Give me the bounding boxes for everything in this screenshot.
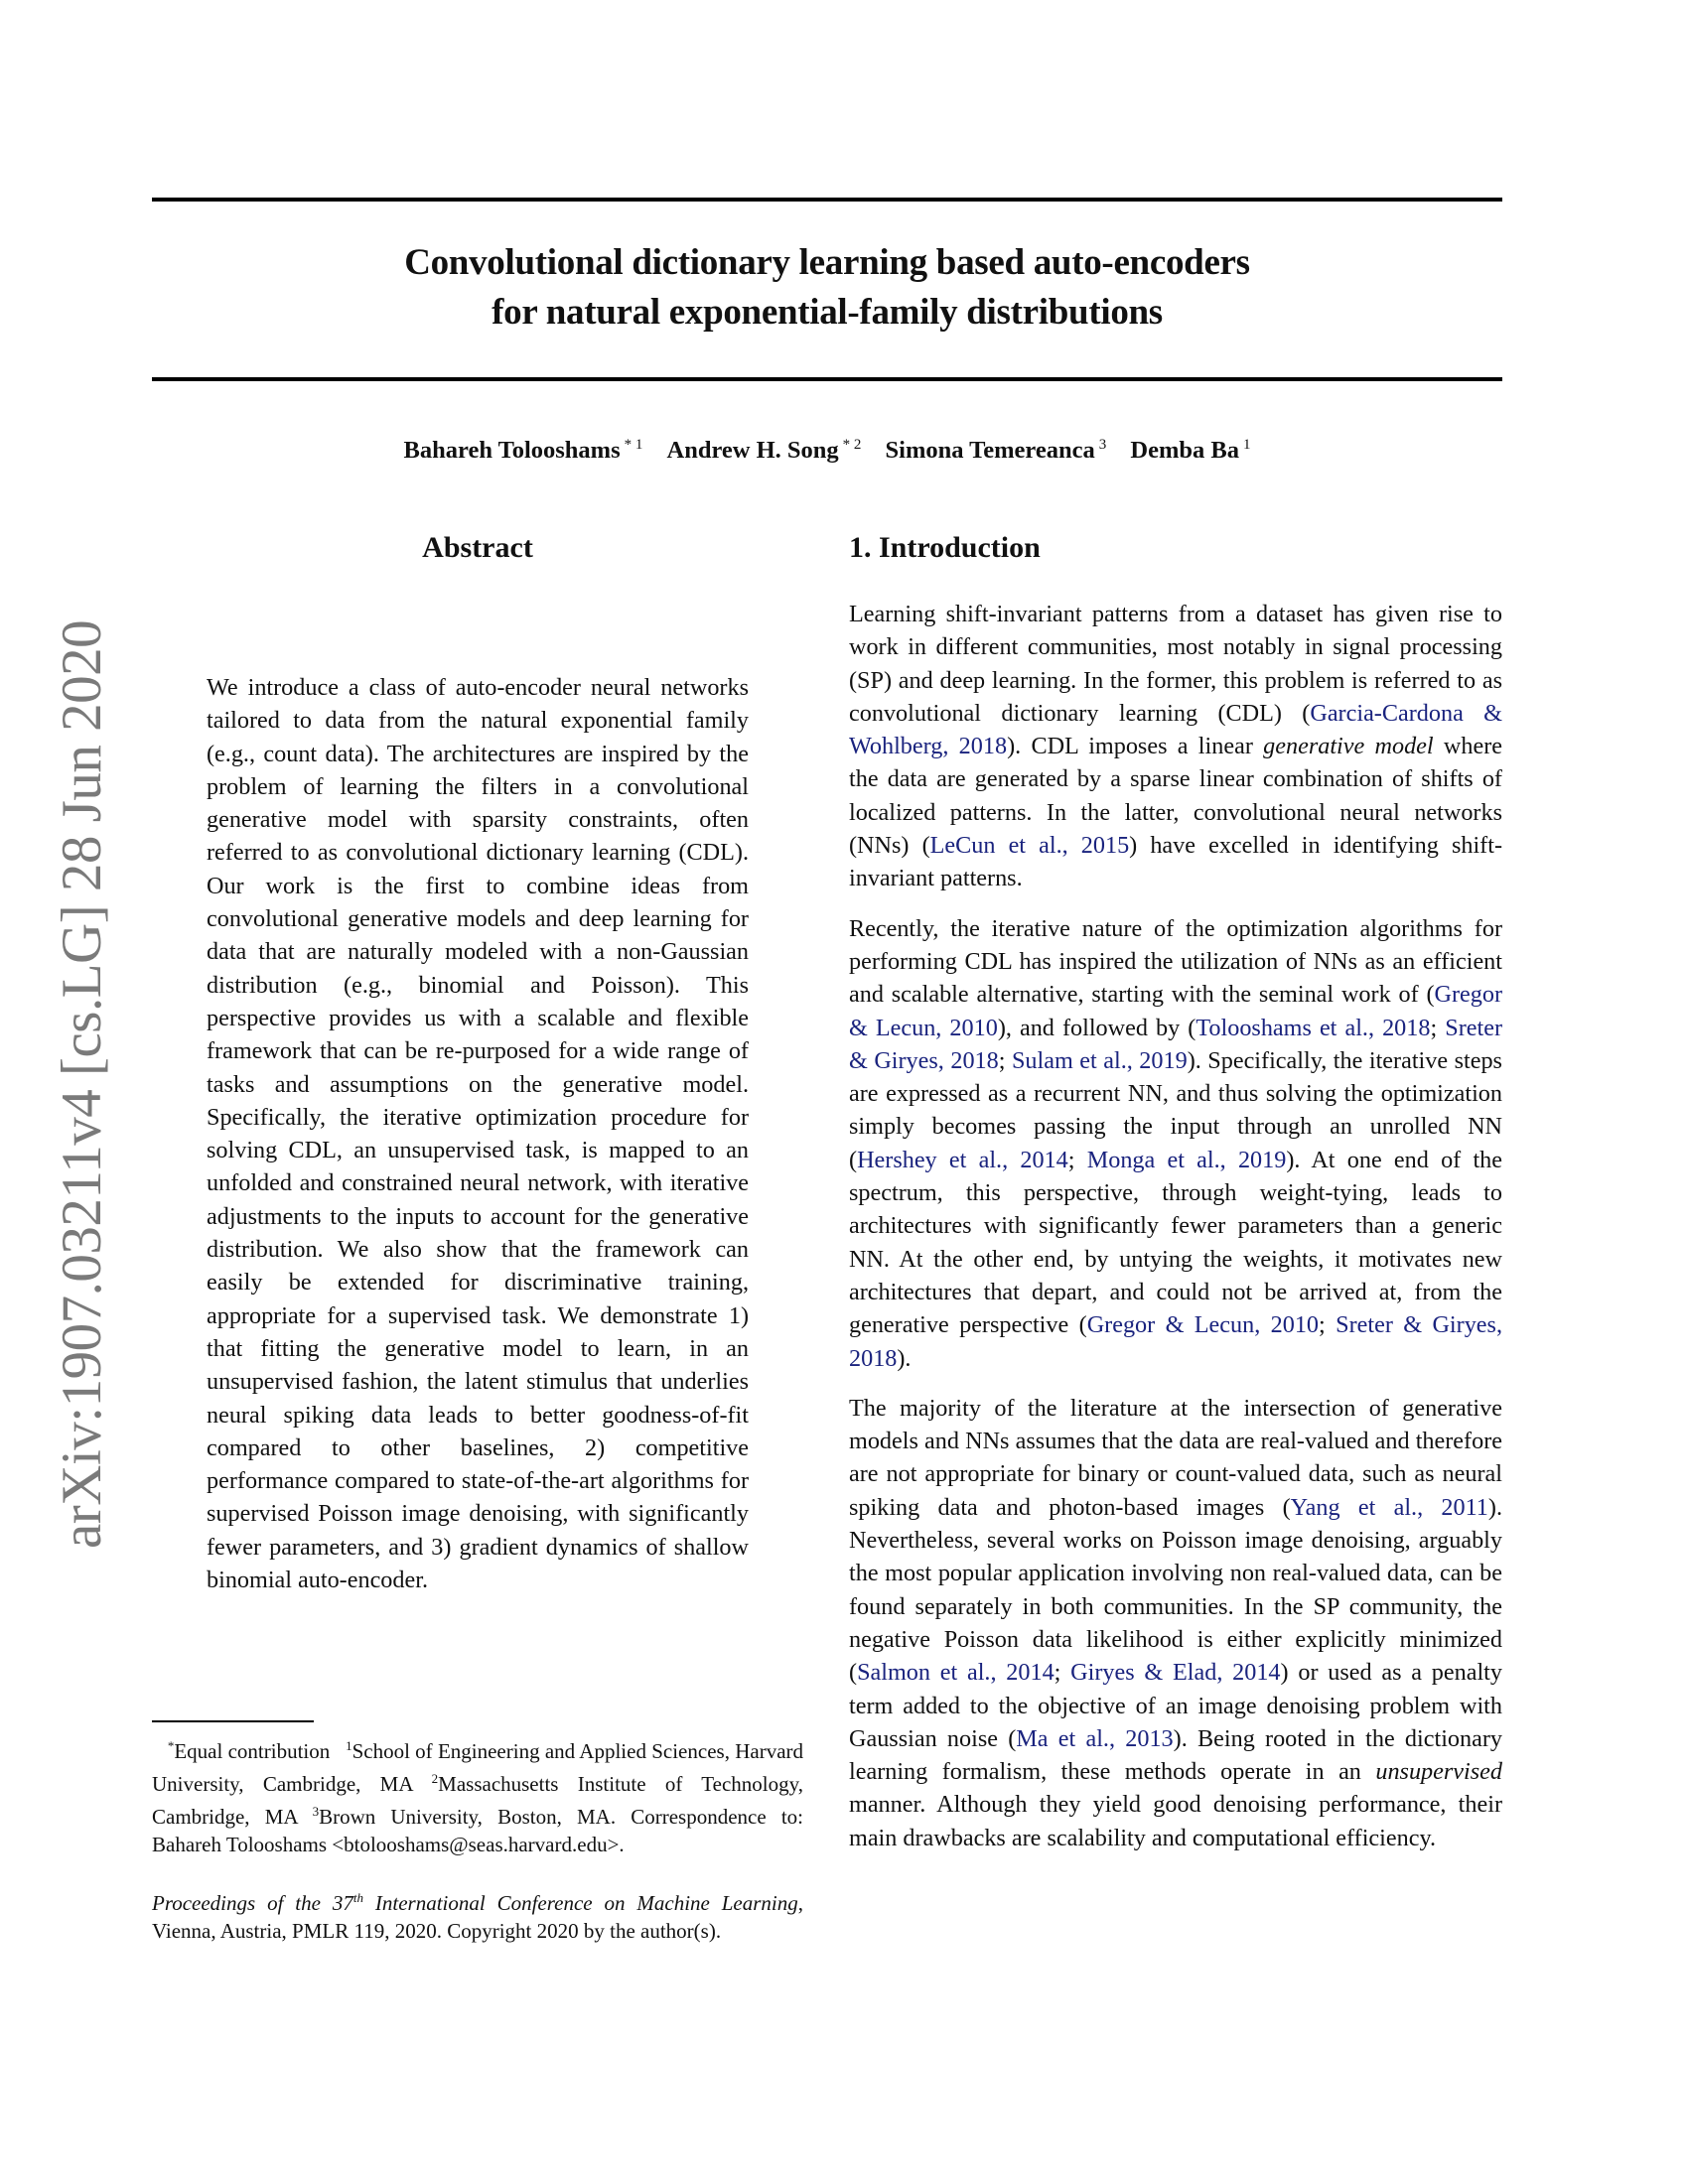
author — [667, 437, 862, 464]
text: ) have excelled in identifying shift-invariant patterns. — [849, 832, 1503, 892]
correspondence-email: Correspondence to: Bahareh Tolooshams <btolooshams@seas.harvard.edu>. — [152, 1804, 804, 1856]
footnote-mark: 3 — [312, 1803, 320, 1819]
footnote-mark: 1 — [346, 1737, 352, 1753]
affiliation-2: Massachusetts Institute of Technology, Cambridge, MA — [152, 1771, 803, 1829]
text: Learning shift-invariant patterns from a dataset has given rise to work in different communities, most notably in signal processing (SP) and deep learning. In the former, this problem is referred to as convolutional dictionary learning (CDL) ( — [849, 601, 1502, 727]
title-bottom-rule — [152, 377, 1502, 381]
right-column — [849, 526, 1502, 1854]
citation-link[interactable]: Sreter & Giryes, 2018 — [849, 1014, 1503, 1074]
text: ). CDL imposes a linear — [1007, 733, 1264, 760]
text: ; — [1430, 1014, 1446, 1041]
text: ; — [1067, 1146, 1087, 1173]
text: Recently, the iterative nature of the optimization algorithms for performing CDL has inspired the utilization of NNs as an efficient and scalable alternative, starting with the seminal work of ( — [849, 914, 1502, 1009]
paper-title — [152, 238, 1502, 338]
text: The majority of the literature at the intersection of generative models and NNs assumes that the data are real-valued and therefore are not appropriate for binary or count-valued data, such as neural spiking data and photon-based images ( — [849, 1394, 1502, 1521]
affiliation-3: Brown University, Boston, MA. — [319, 1804, 617, 1829]
author — [886, 437, 1107, 464]
text: where the data are generated by a sparse linear combination of shifts of localized patterns. In the latter, convolutional neural networks (NNs) ( — [849, 733, 1503, 860]
author-affiliation-marks: * 2 — [842, 437, 862, 453]
intro-paragraph-3 — [849, 1392, 1502, 1854]
title-line-2: for natural exponential-family distributions — [492, 292, 1163, 333]
citation-link[interactable]: Sreter & Giryes, 2018 — [849, 1311, 1502, 1372]
author-affiliation-marks: * 1 — [624, 437, 643, 453]
author — [1130, 437, 1250, 464]
emphasis: unsupervised — [1375, 1758, 1502, 1786]
citation-link[interactable]: Hershey et al., 2014 — [857, 1146, 1068, 1173]
citation-link[interactable]: Monga et al., 2019 — [1086, 1146, 1287, 1173]
intro-paragraph-2 — [849, 912, 1502, 1375]
footnote-mark: 2 — [431, 1770, 439, 1786]
equal-contribution-note: Equal contribution — [174, 1738, 331, 1763]
citation-link[interactable]: Gregor & Lecun, 2010 — [849, 981, 1502, 1041]
citation-link[interactable]: LeCun et al., 2015 — [929, 832, 1130, 860]
affiliation-1: School of Engineering and Applied Sciences, Harvard University, Cambridge, MA — [152, 1738, 804, 1796]
author-affiliation-marks: 1 — [1242, 437, 1251, 453]
author-name: Simona Temereanca — [885, 437, 1095, 465]
text: ). At one end of the spectrum, this perspective, through weight-tying, leads to architectures with significantly fewer parameters than a generic NN. At the other end, by untying the weights, it motivates new architectures that depart, and could not be arrived at, from the generative perspective ( — [849, 1146, 1502, 1339]
text: ; — [1319, 1311, 1336, 1339]
affiliations-footnote — [152, 1732, 803, 1858]
citation-link[interactable]: Salmon et al., 2014 — [857, 1659, 1055, 1687]
author-name: Demba Ba — [1130, 437, 1239, 465]
abstract-body: We introduce a class of auto-encoder neural networks tailored to data from the natural exponential family (e.g., count data). The architectures are inspired by the problem of learning the filters in a convolutional generative model with sparsity constraints, often referred to as convolutional dictionary learning (CDL). Our work is the first to combine ideas from convolutional generative models and deep learning for data that are naturally modeled with a non-Gaussian distribution (e.g., binomial and Poisson). This perspective provides us with a scalable and flexible framework that can be re-purposed for a wide range of tasks and assumptions on the generative model. Specifically, the iterative optimization procedure for solving CDL, an unsupervised task, is mapped to an unfolded and constrained neural network, with iterative adjustments to the inputs to account for the generative distribution. We also show that the framework can easily be extended for discriminative training, appropriate for a supervised task. We demonstrate 1) that fitting the generative model to learn, in an unsupervised fashion, the latent stimulus that underlies neural spiking data leads to better goodness-of-fit compared to other baselines, 2) competitive performance compared to state-of-the-art algorithms for supervised Poisson image denoising, with significantly fewer parameters, and 3) gradient dynamics of shallow binomial auto-encoder. — [207, 674, 749, 1594]
citation-link[interactable]: Gregor & Lecun, 2010 — [1086, 1311, 1320, 1339]
title-line-1: Convolutional dictionary learning based auto-encoders — [404, 242, 1250, 283]
text: ). Being rooted in the dictionary learning formalism, these methods operate in an — [849, 1724, 1502, 1786]
text: ; — [1054, 1659, 1071, 1687]
text: ) or used as a penalty term added to the objective of an image denoising problem with Gaussian noise ( — [849, 1659, 1502, 1752]
author-name: Andrew H. Song — [666, 437, 839, 465]
author — [404, 437, 643, 464]
citation-link[interactable]: Tolooshams et al., 2018 — [1196, 1014, 1431, 1041]
author-list — [152, 437, 1502, 465]
citation-link[interactable]: Sulam et al., 2019 — [1011, 1046, 1188, 1074]
left-column — [152, 526, 803, 1596]
proceedings-note — [152, 1884, 803, 1945]
citation-link[interactable]: Yang et al., 2011 — [1290, 1493, 1488, 1521]
citation-link[interactable]: Giryes & Elad, 2014 — [1070, 1659, 1281, 1687]
arxiv-identifier-stamp: arXiv:1907.03211v4 [cs.LG] 28 Jun 2020 — [51, 619, 113, 1549]
abstract-heading: Abstract — [422, 531, 533, 564]
proceedings-venue: Proceedings of the 37 — [152, 1890, 353, 1915]
title-top-rule — [152, 198, 1502, 202]
text: ), and followed by ( — [997, 1014, 1196, 1041]
text: ). Nevertheless, several works on Poisson image denoising, arguably the most popular application involving non real-valued data, can be found separately in both communities. In the SP community, the negative Poisson data likelihood is either explicitly minimized ( — [849, 1493, 1502, 1687]
footnote-mark: * — [167, 1737, 175, 1753]
proceedings-conference: International Conference on Machine Learning — [362, 1890, 798, 1915]
citation-link[interactable]: Ma et al., 2013 — [1016, 1724, 1174, 1752]
ordinal-suffix: th — [352, 1889, 363, 1905]
text: ; — [998, 1046, 1012, 1074]
footnote-rule — [152, 1720, 314, 1722]
footnotes — [152, 1720, 803, 1966]
text: ). Specifically, the iterative steps are expressed as a recurrent NN, and thus solving the optimization simply becomes passing the input through an unrolled NN ( — [849, 1046, 1502, 1173]
text: manner. Although they yield good denoising performance, their main drawbacks are scalability and computational efficiency. — [849, 1791, 1502, 1851]
proceedings-copyright: , Vienna, Austria, PMLR 119, 2020. Copyright 2020 by the author(s). — [152, 1890, 803, 1943]
intro-paragraph-1 — [849, 598, 1502, 895]
emphasis: generative model — [1263, 733, 1434, 760]
author-name: Bahareh Tolooshams — [403, 437, 621, 465]
citation-link[interactable]: Garcia-Cardona & Wohlberg, 2018 — [849, 699, 1502, 760]
introduction-heading: 1. Introduction — [849, 531, 1041, 564]
author-affiliation-marks: 3 — [1098, 437, 1107, 453]
text: ). — [897, 1344, 912, 1372]
